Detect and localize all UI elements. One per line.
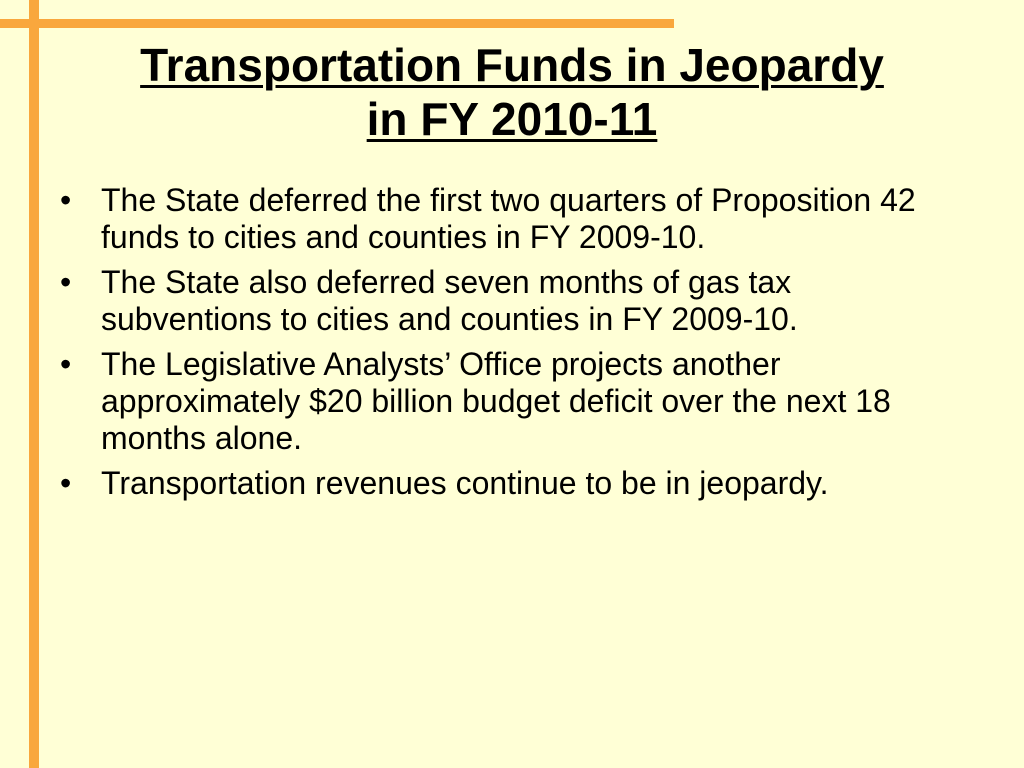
bullet-text: Transportation revenues continue to be in jeopardy. xyxy=(101,465,829,501)
bullet-item xyxy=(58,182,958,256)
bullet-text: The Legislative Analysts’ Office projects another approximately $20 billion budget deficit over the next 18 months alone. xyxy=(101,346,891,456)
bullet-item xyxy=(58,346,958,457)
slide-title xyxy=(40,38,984,146)
bullet-dot: • xyxy=(60,182,72,218)
bullet-dot: • xyxy=(60,264,72,300)
accent-bar-vertical xyxy=(29,0,39,768)
title-line-2: in FY 2010-11 xyxy=(366,93,658,145)
bullet-item xyxy=(58,465,958,502)
bullet-text: The State deferred the first two quarters of Proposition 42 funds to cities and counties in FY 2009-10. xyxy=(101,182,916,255)
accent-bar-horizontal xyxy=(0,19,674,28)
title-line-1: Transportation Funds in Jeopardy xyxy=(140,39,884,91)
bullet-list xyxy=(58,182,958,510)
bullet-item xyxy=(58,264,958,338)
bullet-text: The State also deferred seven months of gas tax subventions to cities and counties in FY 2009-10. xyxy=(101,264,798,337)
bullet-dot: • xyxy=(60,346,72,382)
bullet-dot: • xyxy=(60,465,72,501)
